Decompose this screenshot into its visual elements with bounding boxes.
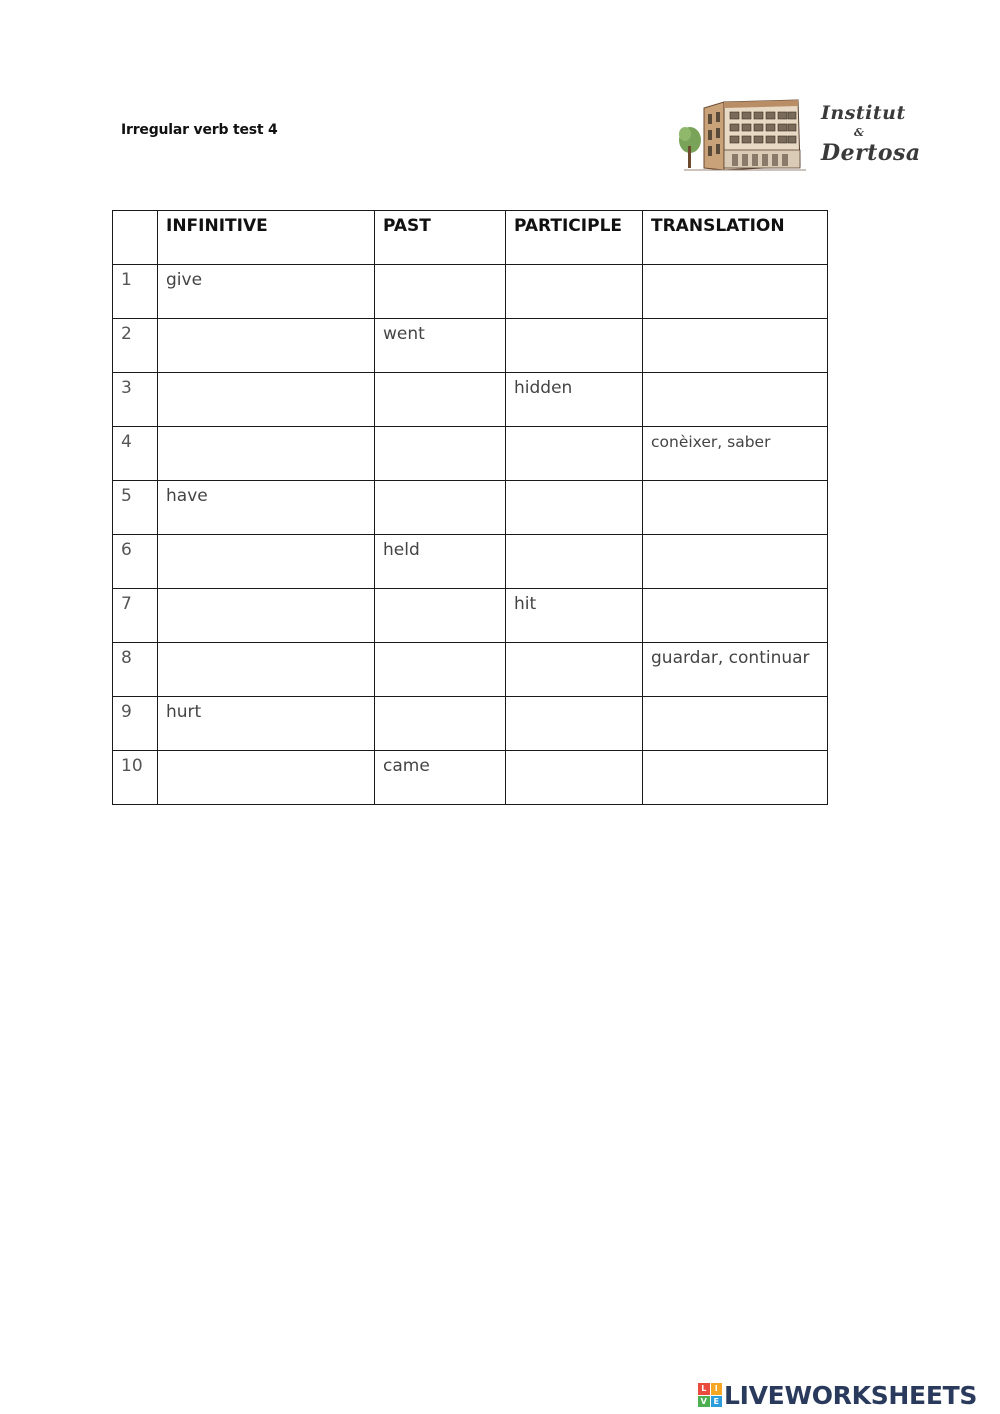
translation-cell[interactable] <box>643 697 828 751</box>
translation-cell[interactable] <box>643 751 828 805</box>
table-row <box>113 535 828 589</box>
infinitive-cell[interactable] <box>158 427 375 481</box>
row-number: 1 <box>113 265 158 319</box>
row-number: 6 <box>113 535 158 589</box>
verb-table <box>112 210 828 805</box>
infinitive-cell[interactable]: hurt <box>158 697 375 751</box>
past-cell[interactable] <box>375 643 506 697</box>
school-building-icon <box>676 94 816 174</box>
row-number: 8 <box>113 643 158 697</box>
past-cell[interactable] <box>375 481 506 535</box>
infinitive-cell[interactable] <box>158 535 375 589</box>
logo-letter-e: E <box>711 1396 723 1408</box>
logo-text-line1: Institut <box>821 102 906 124</box>
table-row <box>113 481 828 535</box>
participle-cell[interactable]: hidden <box>506 373 643 427</box>
infinitive-cell[interactable] <box>158 319 375 373</box>
row-number: 4 <box>113 427 158 481</box>
liveworksheets-brand <box>698 1378 977 1412</box>
header-participle: PARTICIPLE <box>506 211 643 265</box>
past-cell[interactable] <box>375 589 506 643</box>
participle-cell[interactable] <box>506 481 643 535</box>
row-number: 3 <box>113 373 158 427</box>
header-infinitive: INFINITIVE <box>158 211 375 265</box>
row-number: 9 <box>113 697 158 751</box>
participle-cell[interactable] <box>506 319 643 373</box>
participle-cell[interactable] <box>506 535 643 589</box>
row-number: 7 <box>113 589 158 643</box>
table-row <box>113 751 828 805</box>
infinitive-cell[interactable] <box>158 751 375 805</box>
header-translation: TRANSLATION <box>643 211 828 265</box>
row-number: 5 <box>113 481 158 535</box>
participle-cell[interactable]: hit <box>506 589 643 643</box>
translation-cell[interactable] <box>643 535 828 589</box>
table-header-row <box>113 211 828 265</box>
translation-cell[interactable]: guardar, continuar <box>643 643 828 697</box>
past-cell[interactable] <box>375 697 506 751</box>
translation-cell[interactable] <box>643 265 828 319</box>
logo-letter-v: V <box>698 1396 710 1408</box>
participle-cell[interactable] <box>506 751 643 805</box>
school-logo <box>676 94 921 174</box>
infinitive-cell[interactable] <box>158 589 375 643</box>
translation-cell[interactable] <box>643 481 828 535</box>
liveworksheets-text: LIVEWORKSHEETS <box>724 1380 978 1410</box>
infinitive-cell[interactable] <box>158 373 375 427</box>
past-cell[interactable] <box>375 373 506 427</box>
table-row <box>113 265 828 319</box>
page-title: Irregular verb test 4 <box>121 122 278 138</box>
participle-cell[interactable] <box>506 427 643 481</box>
row-number: 2 <box>113 319 158 373</box>
header-past: PAST <box>375 211 506 265</box>
past-cell[interactable]: went <box>375 319 506 373</box>
translation-cell[interactable]: conèixer, saber <box>643 427 828 481</box>
table-row <box>113 589 828 643</box>
infinitive-cell[interactable]: have <box>158 481 375 535</box>
header-number <box>113 211 158 265</box>
logo-text-amp: & <box>854 126 864 139</box>
past-cell[interactable]: held <box>375 535 506 589</box>
past-cell[interactable]: came <box>375 751 506 805</box>
infinitive-cell[interactable]: give <box>158 265 375 319</box>
table-row <box>113 319 828 373</box>
past-cell[interactable] <box>375 427 506 481</box>
translation-cell[interactable] <box>643 589 828 643</box>
past-cell[interactable] <box>375 265 506 319</box>
table-row <box>113 697 828 751</box>
liveworksheets-logo-icon <box>698 1383 722 1407</box>
table-row <box>113 373 828 427</box>
logo-letter-i: I <box>711 1383 723 1395</box>
infinitive-cell[interactable] <box>158 643 375 697</box>
logo-text-line2: Dertosa <box>821 140 921 166</box>
table-row <box>113 427 828 481</box>
table-row <box>113 643 828 697</box>
translation-cell[interactable] <box>643 373 828 427</box>
logo-letter-l: L <box>698 1383 710 1395</box>
participle-cell[interactable] <box>506 265 643 319</box>
row-number: 10 <box>113 751 158 805</box>
translation-cell[interactable] <box>643 319 828 373</box>
participle-cell[interactable] <box>506 697 643 751</box>
participle-cell[interactable] <box>506 643 643 697</box>
